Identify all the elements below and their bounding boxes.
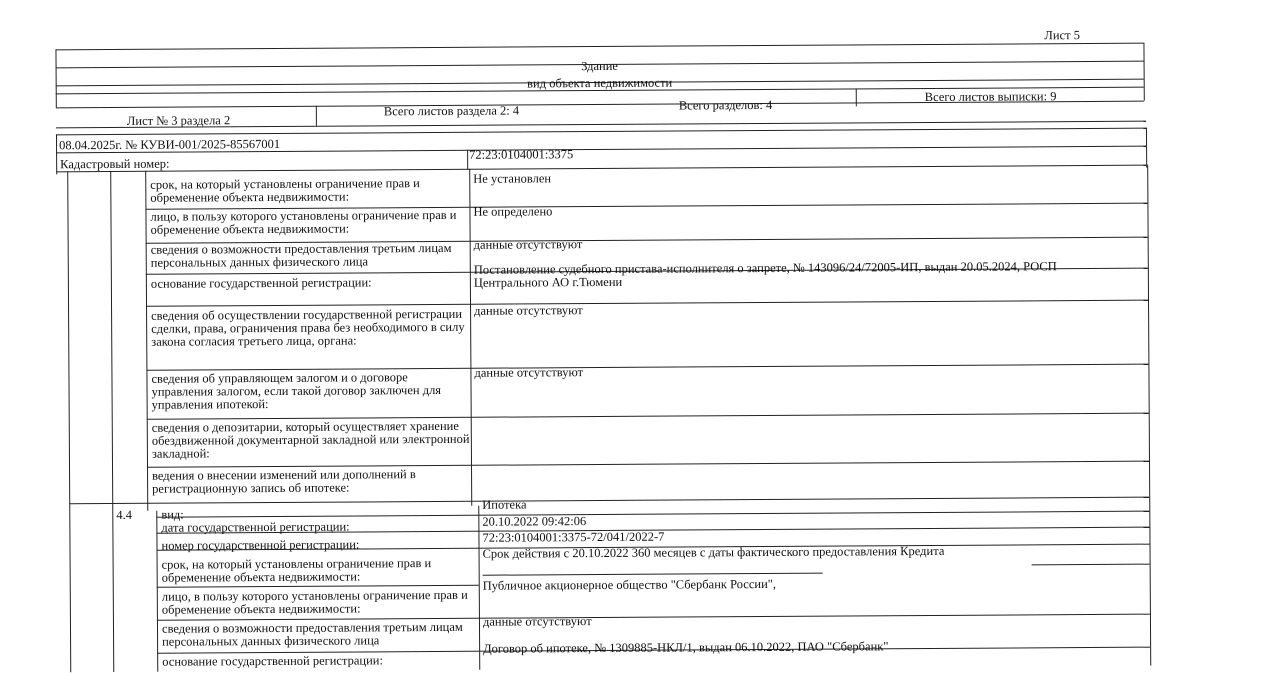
table-border-right	[1147, 165, 1151, 666]
cadastral-label: Кадастровый номер:	[60, 156, 170, 172]
row-line	[147, 413, 1149, 420]
total-sheets: Всего листов выписки: 9	[924, 89, 1057, 105]
ref-line	[56, 128, 1146, 136]
row-label: номер государственной регистрации:	[161, 537, 360, 553]
cadastral-line	[56, 165, 1146, 173]
row-label: ведения о внесении изменений или дополнений в регистрационную запись об ипотеке:	[152, 467, 416, 496]
row-line	[146, 364, 1148, 371]
cadastral-divider	[467, 150, 468, 170]
table-label-col	[156, 511, 158, 672]
row-value: данные отсутствуют	[482, 614, 592, 629]
row-line	[146, 300, 1148, 307]
sheet-number: Лист № 3 раздела 2	[126, 113, 231, 128]
row-line	[147, 461, 1149, 468]
row-label: основание государственной регистрации:	[162, 653, 383, 669]
underline	[1032, 564, 1150, 566]
cadastral-value: 72:23:0104001:3375	[469, 147, 574, 162]
row-label: вид:	[161, 507, 184, 522]
object-title: Здание	[581, 58, 619, 74]
row-value: 20.10.2022 09:42:06	[482, 514, 587, 529]
ref-border	[1146, 128, 1147, 168]
section-line	[69, 497, 1149, 505]
row-value: данные отсутствуют	[474, 303, 583, 318]
total-sections: Всего разделов: 4	[678, 97, 773, 113]
row-label: сведения об управляющем залогом и о договоре управления залогом, если такой договор заключен для управления ипотекой:	[151, 370, 442, 412]
row-value: Публичное акционерное общество "Сбербанк России",	[482, 576, 777, 593]
table-label-col	[145, 171, 148, 511]
ref-border	[56, 134, 57, 174]
info-divider	[856, 88, 857, 106]
row-value: Не определено	[473, 204, 553, 219]
row-label: срок, на который установлены ограничение прав и обременение объекта недвижимости:	[150, 176, 420, 205]
sheet-label: Лист 5	[1044, 28, 1080, 43]
row-value: данные отсутствуют	[473, 237, 583, 252]
row-value: Ипотека	[482, 497, 527, 512]
row-value: данные отсутствуют	[474, 365, 584, 380]
row-label: сведения об осуществлении государственной регистрации сделки, права, ограничения права без необходимого в силу закона согласия третьего лица, органа:	[151, 306, 465, 349]
info-divider	[316, 106, 317, 126]
underline	[483, 573, 823, 576]
row-value: Не установлен	[473, 171, 552, 186]
row-label: дата государственной регистрации:	[161, 519, 350, 535]
total-section-sheets: Всего листов раздела 2: 4	[383, 103, 520, 119]
row-label: лицо, в пользу которого установлены ограничение прав и обременение объекта недвижимости:	[150, 207, 457, 237]
table-border-left	[67, 171, 71, 672]
row-value: Срок действия с 20.10.2022 360 месяцев с даты фактического предоставления Кредита	[482, 543, 945, 561]
row-label: основание государственной регистрации:	[150, 275, 372, 291]
row-label: сведения о депозитарии, который осуществляет хранение обездвиженной документарной закладной или электронной закладной:	[151, 418, 470, 461]
row-value: Договор об ипотеке, № 1309885-НКЛ/1, выдан 06.10.2022, ПАО "Сбербанк"	[483, 639, 889, 656]
header-border	[1143, 43, 1144, 101]
row-label: лицо, в пользу которого установлены ограничение прав и обременение объекта недвижимости:	[161, 587, 468, 617]
document-reference: 08.04.2025г. № КУВИ-001/2025-85567001	[59, 136, 281, 153]
section-number: 4.4	[116, 507, 132, 522]
table-num-col	[110, 171, 114, 672]
row-value: 72:23:0104001:3375-72/041/2022-7	[482, 529, 665, 545]
row-label: сведения о возможности предоставления третьим лицам персональных данных физического лица	[161, 619, 463, 649]
row-label: сведения о возможности предоставления третьим лицам персональных данных физического лица	[150, 240, 452, 270]
header-line	[55, 43, 1143, 51]
row-label: срок, на который установлены ограничение прав и обременение объекта недвижимости:	[161, 556, 432, 585]
header-border	[55, 49, 56, 107]
object-kind: вид объекта недвижимости	[527, 75, 673, 91]
row-value: Постановление судебного пристава-исполнителя о запрете, № 143096/24/72005-ИП, выдан 20.05.2024, РОСП Центрального АО г.Тюмени	[473, 259, 1057, 290]
